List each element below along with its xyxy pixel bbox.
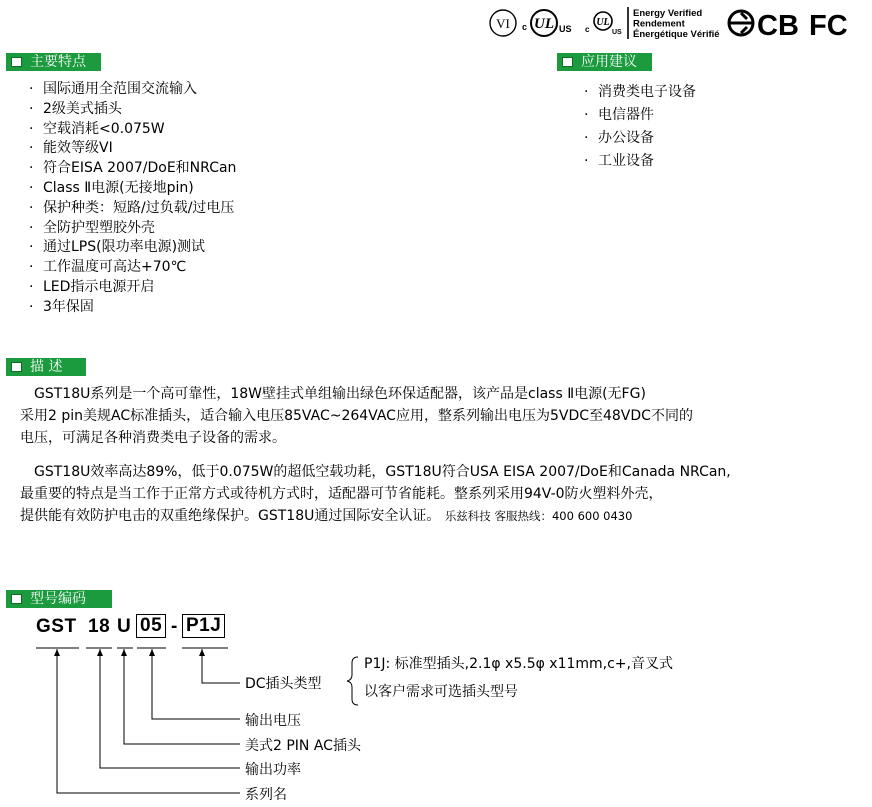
list-item-text: 空载消耗<0.075W bbox=[43, 120, 165, 137]
list-item bbox=[28, 199, 236, 219]
cb-scheme-icon bbox=[757, 10, 799, 41]
list-item bbox=[583, 104, 696, 127]
list-item-text: 2级美式插头 bbox=[43, 100, 122, 117]
checkbox-icon bbox=[562, 57, 573, 67]
list-item bbox=[28, 258, 236, 278]
list-item-text: 工业设备 bbox=[598, 153, 654, 169]
list-item-text: 3年保固 bbox=[43, 298, 94, 315]
svg-text:c: c bbox=[585, 25, 590, 34]
list-item bbox=[28, 100, 236, 120]
energy-verified-badge bbox=[628, 7, 720, 40]
dc-plug-type-label: DC插头类型 bbox=[245, 676, 322, 692]
ul-recognized-icon bbox=[585, 12, 622, 36]
list-item bbox=[28, 278, 236, 298]
description-paragraph-2-text: GST18U效率高达89%，低于0.075W的超低空载功耗，GST18U符合USA EISA 2007/DoE和Canada NRCan, 最重要的特点是当工作于正常方式或待机方式时，适配器可节省能耗。整系列采用94V-0防火塑料外壳， 提供能有效防护电击的双重绝缘保护。GST18U通过国际安全认证。 bbox=[20, 464, 731, 524]
us-plug-label: 美式2 PIN AC插头 bbox=[245, 738, 361, 754]
customer-hotline: 乐兹科技 客服热线：400 600 0430 bbox=[444, 509, 633, 523]
bullet-icon: · bbox=[584, 84, 589, 100]
list-item-text: 符合EISA 2007/DoE和NRCan bbox=[43, 160, 237, 177]
dc-option-custom: 以客户需求可选插头型号 bbox=[364, 684, 518, 700]
svg-text:CB: CB bbox=[757, 10, 799, 41]
list-item bbox=[28, 238, 236, 258]
model-code-header bbox=[6, 590, 112, 608]
cul-us-listed-icon bbox=[522, 10, 572, 36]
list-item bbox=[583, 127, 696, 150]
bullet-icon: · bbox=[584, 130, 589, 146]
list-item-text: Class Ⅱ电源(无接地pin) bbox=[43, 179, 194, 196]
list-item-text: 能效等级VI bbox=[43, 140, 113, 157]
list-item bbox=[583, 81, 696, 104]
bullet-icon: · bbox=[584, 153, 589, 169]
model-segment-plug: U bbox=[117, 616, 132, 637]
model-segment-voltage: 05 bbox=[136, 614, 166, 638]
svg-text:Énergétique Vérifié: Énergétique Vérifié bbox=[633, 29, 720, 40]
features-title: 主要特点 bbox=[30, 54, 86, 70]
bullet-icon: · bbox=[29, 298, 34, 315]
description-paragraph-2 bbox=[20, 461, 870, 527]
list-item-text: 电信器件 bbox=[598, 107, 654, 123]
applications-list bbox=[583, 81, 696, 173]
bullet-icon: · bbox=[29, 179, 34, 196]
model-segment-dash: - bbox=[171, 616, 178, 637]
output-voltage-label: 输出电压 bbox=[245, 713, 301, 729]
list-item-text: 工作温度可高达+70℃ bbox=[43, 259, 187, 276]
svg-text:US: US bbox=[612, 29, 622, 36]
list-item bbox=[28, 120, 236, 140]
features-header bbox=[6, 53, 101, 71]
applications-title: 应用建议 bbox=[581, 54, 637, 70]
bullet-icon: · bbox=[29, 120, 34, 137]
checkbox-icon bbox=[11, 594, 22, 604]
bullet-icon: · bbox=[29, 100, 34, 117]
list-item bbox=[28, 159, 236, 179]
series-name-label: 系列名 bbox=[245, 787, 287, 803]
list-item bbox=[28, 80, 236, 100]
bullet-icon: · bbox=[29, 259, 34, 276]
bullet-icon: · bbox=[584, 107, 589, 123]
svg-text:Rendement: Rendement bbox=[633, 18, 685, 30]
certification-logos bbox=[486, 5, 870, 41]
bullet-icon: · bbox=[29, 219, 34, 236]
svg-text:UL: UL bbox=[596, 17, 610, 28]
list-item-text: 全防护型塑胶外壳 bbox=[43, 219, 155, 236]
list-item bbox=[28, 219, 236, 239]
model-segment-series: GST bbox=[36, 616, 77, 637]
model-segment-power: 18 bbox=[88, 616, 111, 637]
vi-mark-icon bbox=[490, 10, 516, 36]
list-item-text: 保护种类：短路/过负载/过电压 bbox=[43, 199, 235, 216]
bullet-icon: · bbox=[29, 239, 34, 256]
svg-text:VI: VI bbox=[496, 16, 510, 31]
checkbox-icon bbox=[11, 57, 22, 67]
svg-text:FC: FC bbox=[809, 10, 848, 41]
dc-option-p1j: P1J: 标准型插头,2.1φ x5.5φ x11mm,c+,音叉式 bbox=[364, 656, 673, 672]
canadian-standards-icon bbox=[729, 11, 753, 35]
bullet-icon: · bbox=[29, 160, 34, 177]
output-power-label: 输出功率 bbox=[245, 762, 301, 778]
list-item-text: 通过LPS(限功率电源)测试 bbox=[43, 239, 206, 256]
list-item bbox=[583, 150, 696, 173]
svg-text:US: US bbox=[559, 24, 572, 34]
list-item-text: 国际通用全范围交流输入 bbox=[43, 81, 197, 97]
checkbox-icon bbox=[11, 362, 22, 372]
features-list bbox=[28, 80, 236, 318]
list-item-text: 消费类电子设备 bbox=[598, 84, 696, 100]
model-segment-dc-type: P1J bbox=[182, 614, 225, 638]
list-item-text: 办公设备 bbox=[598, 130, 654, 146]
list-item bbox=[28, 139, 236, 159]
bullet-icon: · bbox=[29, 81, 34, 97]
svg-text:Energy Verified: Energy Verified bbox=[633, 8, 703, 19]
bullet-icon: · bbox=[29, 278, 34, 295]
fcc-icon bbox=[809, 10, 848, 41]
description-title: 描 述 bbox=[30, 359, 63, 375]
svg-text:UL: UL bbox=[534, 16, 554, 32]
svg-text:c: c bbox=[522, 22, 528, 32]
description-paragraph-1: GST18U系列是一个高可靠性，18W壁挂式单组输出绿色环保适配器，该产品是class Ⅱ电源(无FG) 采用2 pin美规AC标准插头，适合输入电压85VAC~264VAC应用，整系列输出电压为5VDC至48VDC不同的 电压，可满足各种消费类电子设备的需求。 bbox=[20, 386, 693, 446]
list-item-text: LED指示电源开启 bbox=[43, 278, 155, 295]
list-item bbox=[28, 298, 236, 318]
applications-header bbox=[557, 53, 652, 71]
bullet-icon: · bbox=[29, 199, 34, 216]
bullet-icon: · bbox=[29, 140, 34, 157]
description-header bbox=[6, 358, 86, 376]
model-code-title: 型号编码 bbox=[30, 591, 86, 607]
list-item bbox=[28, 179, 236, 199]
